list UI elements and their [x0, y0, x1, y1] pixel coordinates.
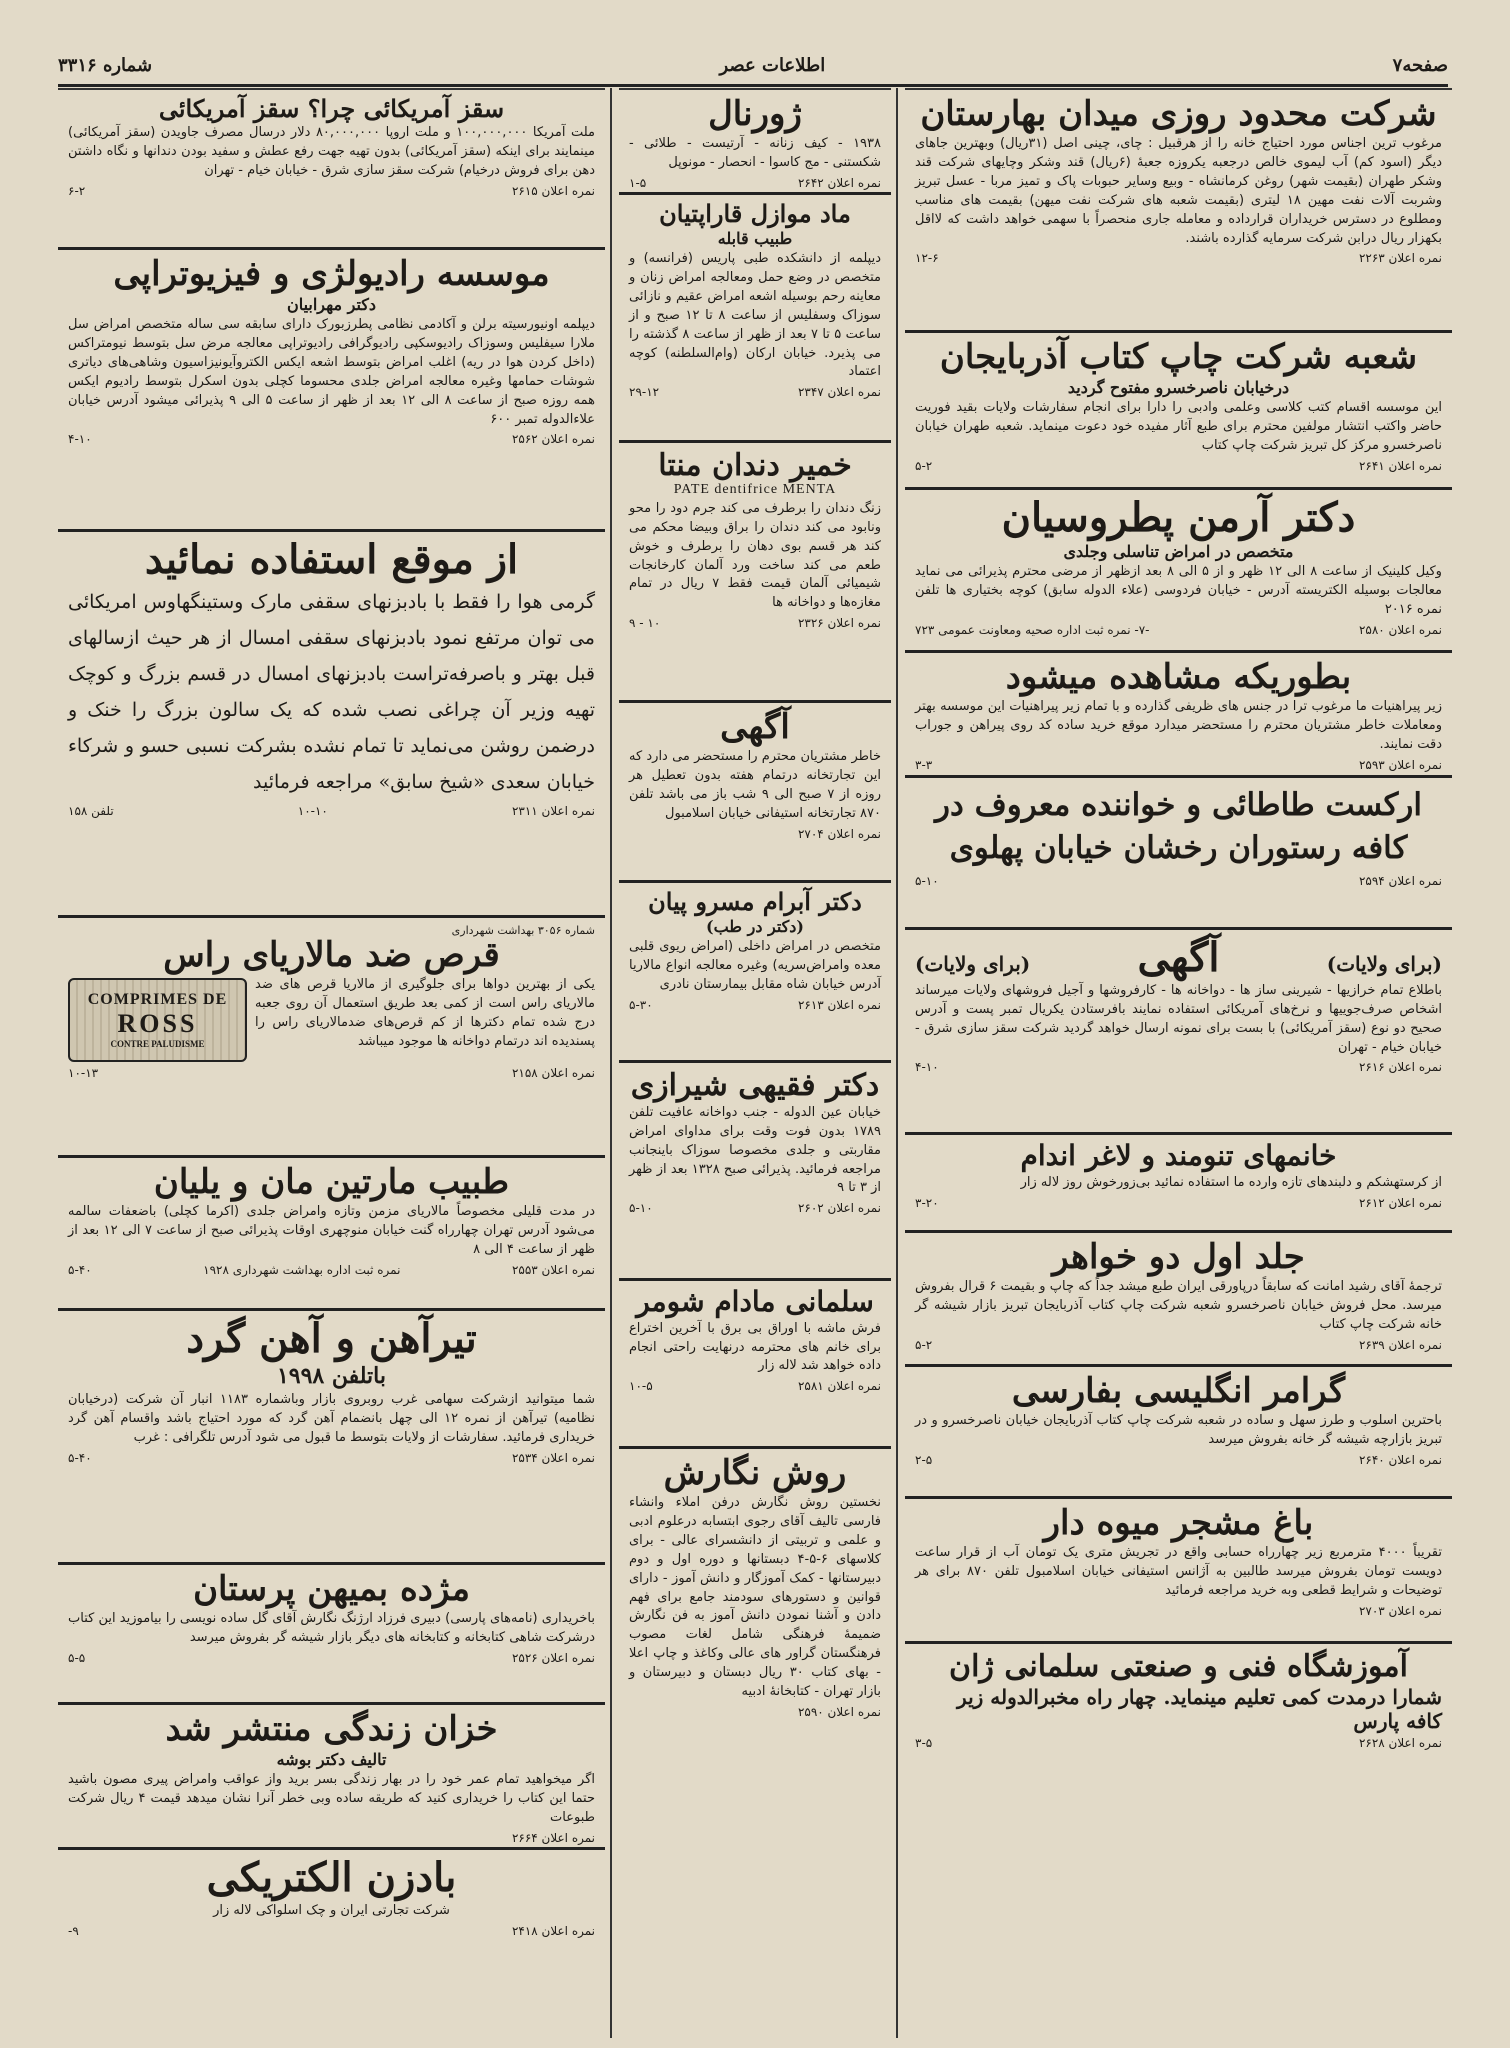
ad-number: نمره اعلان ۲۵۳۴ [511, 1450, 595, 1465]
ad-title: شعبه شرکت چاپ کتاب آذربایجان [939, 337, 1418, 377]
ad-mlle-karapetian [619, 195, 891, 443]
ad-subtitle: باتلفن ۱۹۹۸ [276, 1363, 387, 1389]
ad-body: زیر پیراهنیات ما مرغوب ترا در جنس های ظریفی گذارده و با تمام زیر پیراهنیات این موسسه بهتر ومعاملات خاطر مشتریان محترم را مستحضر میدارد موقع خرید ساده کد روی پیراهن و جوراب دقت نمایند. [915, 699, 1442, 753]
ad-code: ۱۲-۶ [915, 251, 939, 266]
ad-number: نمره اعلان ۲۷۰۴ [797, 826, 881, 841]
ad-baharestan-store [905, 90, 1452, 333]
ross-pill-package [68, 978, 247, 1062]
ad-body: گرمی هوا را فقط با بادبزنهای سقفی مارک وستینگهاوس امریکائی می توان مرتفع نمود بادبزنهای سقفی امسال از هر حیث ازسالهای قبل بهتر و باصرفه‌تراست بادبزنهای امسال در قسم بزرگ و کوچک تهیه وزیر آن چراغی نصب شده که یک سالون بزرگ را خنک و درضمن روشن می‌نماید تا تمام نشده بشرکت نسبی حسو و شرکاء خیابان سعدی «شیخ سابق» مراجعه فرمائید [68, 591, 595, 794]
ad-registration: نمره ثبت اداره بهداشت شهرداری ۱۹۲۸ [203, 1262, 401, 1277]
ad-number: نمره اعلان ۲۶۴۰ [1358, 1453, 1442, 1468]
ad-number: نمره اعلان ۲۳۴۷ [797, 385, 881, 400]
ad-number: نمره اعلان ۲۲۶۳ [1358, 251, 1442, 266]
ad-english-grammar [905, 1367, 1452, 1499]
ad-orchard [905, 1499, 1452, 1644]
ad-title: خمیر دندان منتا [658, 448, 852, 483]
ad-iron-beams [58, 1311, 605, 1565]
ad-undershirts [905, 653, 1452, 778]
ad-title: خانمهای تنومند و لاغر اندام [1020, 1139, 1337, 1172]
ad-number: نمره اعلان ۲۵۸۰ [1358, 622, 1442, 637]
ad-title: آموزشگاه فنی و صنعتی سلمانی ژان [949, 1649, 1408, 1684]
ad-body: خاطر مشتریان محترم را مستحضر می دارد که این تجارتخانه درتمام هفته بدون تعطیل هر روزه از ۷ صبح الی ۹ شب باز می باشد تلفن ۸۷۰ تجارتخانه استیفانی خیابان اسلامبول [629, 749, 881, 821]
ad-title: سلمانی مادام شومر [636, 1285, 874, 1318]
ad-two-sisters-book [905, 1233, 1452, 1367]
ad-body: تقریباً ۴۰۰۰ مترمربع زیر چهارراه حسابی واقع در تجریش متری یک تومان آب از قرار ساعت دویست تومان بفروش میرسد طالبین به آژانس استیفانی خیابان اسلامبول تلفن ۸۷۰ برای هر توضیحات و شرایط قطعی وبه خرید مراجعه فرمائید [915, 1545, 1442, 1599]
ad-provinces-gum [905, 930, 1452, 1135]
ad-dr-petrosian [905, 490, 1452, 653]
ad-number: نمره اعلان ۲۳۲۶ [797, 616, 881, 631]
ad-body: اگر میخواهید تمام عمر خود را در بهار زندگی بسر برید واز عواقب وامراض پیری مصون باشید حتما این کتاب را خریداری کنید که طریقه ساده وبی خطر آنرا نشان میدهد قیمت ۴ ریال شرکت طبوعات [68, 1772, 595, 1826]
ad-journal [619, 90, 891, 195]
ad-patriots [58, 1565, 605, 1705]
ad-code: ۵-۴۰ [68, 1450, 92, 1465]
ad-title: آگهی [720, 707, 790, 747]
ad-body: در مدت قلیلی مخصوصاً مالاریای مزمن وتازه وامراض جلدی (اکرما کچلی) باضعفات سالمه می‌شود آدرس تهران چهارراه گنت خیابان منوچهری اوقات پذیرائی صبح از ساعت ۷ الی ۱۲ بعد از ظهر از ساعت ۴ الی ۸ [68, 1204, 595, 1258]
pill-label-top: COMPRIMES DE [87, 991, 228, 1009]
ad-code: ۲۹-۱۲ [629, 385, 660, 400]
page-header [58, 46, 1448, 87]
ad-code: ۵-۲ [915, 458, 933, 473]
ad-body: نخستین روش نگارش درفن املاء وانشاء فارسی تالیف آقای رجوی ابتسابه درعلوم ادبی و علمی و تربیتی از دانشسرای عالی - برای کلاسهای ۶-۵-۴ دبستانها و دوره اول و دوم دبیرستانها - کمک آموزگار و دانش آموز - دارای قوانین و دستورهای سودمند جامع برای فهم دادن و آشنا نمودن دانش آموز به فن نگارش ضمیمهٔ فرهنگی شامل لغات مصوب فرهنگستان گراور های عالی وکاغذ و چاپ اعلا - بهای کتاب ۳۰ ریال دبستان و دبیرستان و بازار تهران - کتابخانهٔ ادبیه [629, 1495, 881, 1699]
ad-code: ۵-۲ [915, 1337, 933, 1352]
newspaper-name: اطلاعات عصر [719, 54, 826, 76]
ad-body: از کرستهشکم و دلبندهای تازه وارده ما استفاده نمائید بی‌زورخوش روز لاله زار [1020, 1174, 1442, 1190]
ad-dr-faghihi [619, 1063, 891, 1281]
pill-label-bottom: CONTRE PALUDISME [110, 1039, 205, 1050]
ad-madame-shomer [619, 1281, 891, 1449]
ad-body: یکی از بهترین دواها برای جلوگیری از مالاریا قرص های ضد مالاریای راس است از کمی بعد طریق استعمال آن روی جعبه درج شده تمام دکترها از کم قرص‌های ضدمالاریای راس را پسندیده اند درتمام دواخانه ها موجود میباشد [255, 977, 595, 1049]
ad-code: ۴-۱۰ [915, 1060, 939, 1075]
ad-code: ۱۰-۱۰ [297, 803, 328, 818]
issue-number: شماره ۳۳۱۶ [58, 54, 153, 76]
ad-body: ۱۹۳۸ - کیف زنانه - آرتیست - طلائی - شکستنی - مج کاسوا - انحصار - مونوپل [629, 136, 881, 171]
ad-ross-malaria-pills [58, 918, 605, 1158]
ad-latin-name: PATE dentifrice MENTA [673, 482, 837, 497]
ad-number: نمره اعلان ۲۱۵۸ [511, 1066, 595, 1081]
ad-title: قرص ضد مالاریای راس [163, 935, 500, 975]
ad-tag: (برای ولایات) [915, 952, 1031, 976]
ad-code: ۱-۵ [629, 176, 647, 191]
ad-body: مرغوب ترین اجناس مورد احتیاج خانه را از هرقبیل : چای، چینی اصل (۳۱ریال) وبهترین جاهای دیگر (اسود کم) آب لیموی خالص درجعبه یکروزه جعبهٔ (۶ریال) قند وشکر وچایهای شرکت قند وشکر طهران (بقیمت شهر) روغن کرمانشاه - وبیع وسایر حبوبات پاک و تمیز مربا - عسل تبریز وشربت آلات نفت مهین ۱۸ لیتری (بقیمت شعبه های شرکت نفت میهن) بقیمت های مناسب ومطلوع در دسترس خریداران قرارداده و معامله جاری منحصراً با سهمی خواهد داشت که لااقل بکهزار ریال درابن شرکت سرمایه گذارده باشند. [915, 136, 1442, 246]
ad-title: طبیب مارتین مان و یلیان [153, 1162, 510, 1202]
ad-code: ۵-۵ [68, 1651, 86, 1666]
ad-number: نمره اعلان ۲۶۲۸ [1358, 1736, 1442, 1750]
ad-title: سقز آمریکائی چرا؟ سقز آمریکائی [158, 94, 505, 123]
column-right [905, 88, 1452, 1780]
ad-autumn-of-life [58, 1705, 605, 1850]
ad-code: ۵-۳۰ [629, 997, 653, 1012]
ad-body: باحترین اسلوب و طرز سهل و ساده در شعبه شرکت چاپ کتاب آذربایجان خیابان ناصرخسرو و در تبریز بازارچه شیشه گر خانه بفروش میرسد [915, 1413, 1442, 1448]
ad-number: نمره اعلان ۲۵۹۴ [1358, 873, 1442, 888]
ad-code: ۶-۲ [68, 183, 86, 198]
ad-subtitle: درخیابان ناصرخسرو مفتوح گردید [1067, 378, 1290, 398]
ad-code: -۷- نمره ثبت اداره صحیه ومعاونت عمومی ۷۲۳ [915, 622, 1150, 637]
ad-code: ۳-۲۰ [915, 1195, 939, 1210]
ad-body: این موسسه اقسام کتب کلاسی وعلمی وادبی را دارا برای انجام سفارشات ولایات بقید فوریت حاضر واکتب انتشار مولفین محترم برای طبع آثار مفیده خود دعوت مینماید. شعبه طهران خیابان ناصرخسرو مرکز کل تبریز شرکت چاپ کتاب [915, 400, 1442, 454]
ad-number: نمره اعلان ۲۶۴۱ [1358, 458, 1442, 473]
ad-electric-fans [58, 1850, 605, 2000]
ad-title: ارکست طاطائی و خواننده معروف در کافه رستوران رخشان خیابان پهلوی [935, 787, 1422, 867]
ad-body: خیابان عین الدوله - جنب دواخانه عافیت تلفن ۱۷۸۹ بدون فوت وقت برای مداوای امراض مقاربتی و جلدی مخصوصا سوزاک باینجانب مراجعه فرمائید. پذیرائی صبح ۱۳۲۸ بعد از ظهر از ۳ تا ۹ [629, 1105, 882, 1196]
ad-title: خزان زندگی منتشر شد [165, 1709, 498, 1749]
ad-body: دیپلمه از دانشکده طبی پاریس (فرانسه) و متخصص در وضع حمل ومعالجه امراض زنان و معاینه رحم بوسیله اشعه امراض عقیم و نازائی سوزاک وسفلیس از ساعت ۸ تا ۱۲ صبح و از ساعت ۵ تا ۷ بعد از ظهر از ساعت ۸ گذشته را می پذیرد. خیابان ارکان (وام‌السلطنه) کوچه اعتماد [629, 251, 882, 380]
ad-title: شرکت محدود روزی میدان بهارستان [920, 94, 1437, 134]
ad-code: ۴-۱۰ [68, 432, 92, 447]
ad-title: موسسه رادیولژی و فیزیوتراپی [113, 254, 550, 294]
ad-number: نمره اعلان ۲۵۹۳ [1358, 757, 1442, 772]
ad-subtitle: متخصص در امراض تناسلی وجلدی [1063, 542, 1294, 561]
ad-body: وکیل کلینیک از ساعت ۸ الی ۱۲ ظهر و از ۵ الی ۸ بعد ازظهر از مرضی محترم پذیرائی می نماید معالجات بوسیله الکتریسته آدرس - خیابان فردوسی (علاء الدوله سابق) کوچه بختیاری ها تلفن نمره ۲۰۱۶ [915, 564, 1442, 617]
ad-number: نمره اعلان ۲۴۱۸ [511, 1923, 595, 1938]
column-middle [619, 88, 891, 1839]
ad-subtitle: دکتر مهرابیان [286, 295, 377, 315]
ad-title: گرامر انگلیسی بفارسی [1011, 1371, 1346, 1411]
ad-american-gum [58, 90, 605, 250]
ad-number: نمره اعلان ۲۵۶۲ [511, 432, 595, 447]
ad-note: شماره ۳۰۵۶ بهداشت شهرداری [451, 924, 595, 937]
pill-label-brand: ROSS [117, 1009, 198, 1039]
ad-code: ۵-۴۰ [68, 1262, 92, 1277]
ad-dr-martin [58, 1158, 605, 1311]
ad-barber-school [905, 1644, 1452, 1780]
ad-subtitle: تالیف دکتر بوشه [276, 1750, 387, 1770]
ad-subtitle: طبیب قابله [717, 229, 793, 249]
ad-number: نمره اعلان ۲۶۱۵ [511, 183, 595, 198]
ad-corsets [905, 1135, 1452, 1233]
ad-code: ۵-۱۰ [915, 873, 939, 888]
ad-azerbaijan-books [905, 333, 1452, 490]
ad-body: باخریداری (نامه‌های پارسی) دبیری فرزاد ارژنگ نگارش آقای گل ساده نویسی را بیاموزید این کتاب درشرکت شاهی کتابخانه و کتابخانه های دیگر بازار شیشه گر بفروش میرسد [68, 1611, 595, 1646]
ad-body: متخصص در امراض داخلی (امراض ریوی قلبی معده وامراض‌سریه) وغیره معالجه انواع مالاریا آدرس خیابان شاه مقابل بیمارستان نادری [629, 939, 881, 993]
ad-title: آگهی [1137, 934, 1220, 981]
ad-body: باطلاع تمام خرازیها - شیرینی ساز ها - دواخانه ها - کارفروشها و آجیل فروشهای ولایات میرساند اشخاص صرف‌جوییها و نرخ‌های آمریکائی استفاده نمایند بافرستادن یکریال تمبر پست و آدرس صحیح دو نوع (سقز آمریکائی) با بست برای نمونه ارسال خواهد گردید شرکت سقز سازی شرق - خیابان خیام - تهران [915, 983, 1442, 1055]
ad-body: ملت آمریکا ۱۰۰,۰۰۰,۰۰۰ و ملت اروپا ۸۰,۰۰۰,۰۰۰ دلار درسال مصرف جاویدن (سقز آمریکائی) مینمایند برای اینکه (سقز آمریکائی) بدون تهیه جهت رفع عطش و سفید بودن دندانها و نگاه داشتن دهن برای فروش درخیام) شرکت سقز سازی شرق - خیابان خیام - تهران [68, 125, 595, 179]
ad-stefani-notice [619, 703, 891, 883]
ad-code: ۳-۵ [915, 1736, 933, 1750]
ad-title: تیرآهن و آهن گرد [186, 1315, 477, 1362]
column-divider [896, 88, 898, 2038]
ad-title: ژورنال [708, 94, 802, 134]
ad-cafe-rakhshan [905, 778, 1452, 930]
ad-radiology-institute [58, 250, 605, 532]
ad-number: نمره اعلان ۲۶۶۴ [511, 1830, 595, 1845]
ad-title: مژده بمیهن پرستان [193, 1569, 470, 1609]
ad-title: ماد موازل قاراپتیان [659, 199, 851, 228]
ad-phone: تلفن ۱۵۸ [68, 803, 114, 818]
ad-code: ۲-۵ [915, 1453, 933, 1468]
ad-number: نمره اعلان ۲۶۱۲ [1358, 1195, 1442, 1210]
ad-title: از موقع استفاده نمائید [144, 536, 519, 583]
column-divider [610, 88, 612, 2038]
ad-code: ۳-۳ [915, 757, 933, 772]
page-label: صفحه۷ [1392, 54, 1448, 76]
ad-body: فرش ماشه با اوراق بی برق با آخرین اختراع برای خانم های محترمه درنهایت راحتی انجام داده خواهد شد لاله زار [629, 1320, 881, 1374]
ad-writing-method [619, 1449, 891, 1839]
ad-body: شما میتوانید ازشرکت سهامی غرب روبروی بازار وباشماره ۱۱۸۳ انبار آن شرکت (درخیابان نظامیه) تیرآهن از نمره ۱۲ الی چهل بانضمام آهن گرد که مورد احتیاج باشد واقسام آهن گرد خریداری فرمائید. سفارشات از ولایات بتوسط ما قبول می شود آدرس تلگرافی : غرب [68, 1392, 595, 1445]
ad-code: ۹- [68, 1923, 79, 1938]
ad-number: نمره اعلان ۲۶۴۲ [797, 176, 881, 191]
ad-title: بطوریکه مشاهده میشود [1005, 657, 1352, 697]
ad-subtitle: (دکتر در طب) [706, 917, 804, 937]
ad-menta-toothpaste [619, 443, 891, 703]
ad-title: دکتر فقیهی شیرازی [630, 1068, 880, 1103]
ad-number: نمره اعلان ۲۵۸۱ [797, 1379, 881, 1394]
ad-title: باغ مشجر میوه دار [1043, 1503, 1314, 1543]
ad-number: نمره اعلان ۲۶۳۹ [1358, 1337, 1442, 1352]
ad-number: نمره اعلان ۲۳۱۱ [511, 803, 595, 818]
ad-title: دکتر آبرام مسرو پیان [648, 887, 862, 916]
ad-tag: (برای ولایات) [1326, 952, 1442, 976]
ad-title: روش نگارش [663, 1453, 847, 1493]
ad-number: نمره اعلان ۲۵۲۶ [511, 1651, 595, 1666]
ad-dr-abram [619, 883, 891, 1063]
ad-code: ۵-۱۰ [629, 1201, 653, 1216]
ad-number: نمره اعلان ۲۶۱۶ [1358, 1060, 1442, 1075]
ad-body: ترجمهٔ آقای رشید امانت که سابقاً درپاورقی ایران طبع میشد جداً که چاپ و بقیمت ۶ قرال بفروش میرسد. محل فروش خیابان ناصرخسرو شعبه شرکت چاپ کتاب آذربایجان تبریز بازار شیشه گر خانه شرکت چاپ کتاب [915, 1279, 1442, 1333]
ad-title: بادزن الکتریکی [206, 1854, 457, 1901]
ad-code: ۱۰ - ۹ [629, 616, 661, 631]
ad-title: دکتر آرمن پطروسیان [1001, 494, 1356, 541]
ad-code: ۱۰-۱۳ [68, 1066, 99, 1081]
ad-subtitle: شمارا درمدت کمی تعلیم مینماید. چهار راه مخبرالدوله زیر کافه پارس [957, 1685, 1442, 1733]
ad-body: دیپلمه اونیورسیته برلن و آکادمی نظامی پطرزبورک دارای سابقه سی ساله متخصص امراض سل ملارا سیفلیس وسوزاک رادیوسکپی رادیوگرافی رادیوتراپی معالجه مرض سل بتوسط نیومتراکس (داخل کردن هوا در ریه) اغلب امراض بتوسط اشعه ایکس الکتروآیونیزاسیون وشاهی‌های دیاتری شوشات حمامها وغیره معالجه امراض جلدی محسوما کچلی بدون اسکرل بتوسط رادیوم ایکس همه روزه صبح از ساعت ۸ الی ۱۲ بعد از ظهر از ساعت ۵ الی ۹ پذیرائی میشود آدرس خیابان علاءالدوله تمبر ۶۰۰ [68, 317, 595, 427]
ad-number: نمره اعلان ۲۵۵۳ [511, 1262, 595, 1277]
ad-number: نمره اعلان ۲۶۰۲ [797, 1201, 881, 1216]
ad-number: نمره اعلان ۲۷۰۳ [1358, 1603, 1442, 1618]
ad-body: زنگ دندان را برطرف می کند جرم دود را محو ونابود می کند دندان را براق وبیضا محکم می کند هر قسم بوی دهان را برطرف و خوش طعم می کند ساخت ورد آلمان کارخانجات شیمیائی آلمان قیمت فقط ۷ ریال در تمام مغازه‌ها و دواخانه ها [629, 501, 881, 611]
ad-code: ۱۰-۵ [629, 1379, 653, 1394]
ad-ceiling-fans [58, 532, 605, 918]
ad-number: نمره اعلان ۲۵۹۰ [797, 1704, 881, 1719]
column-left [58, 88, 605, 2000]
ad-number: نمره اعلان ۲۶۱۳ [797, 997, 881, 1012]
ad-body: شرکت تجارتی ایران و چک اسلواکی لاله زار [213, 1903, 450, 1918]
ad-title: جلد اول دو خواهر [1052, 1237, 1305, 1277]
